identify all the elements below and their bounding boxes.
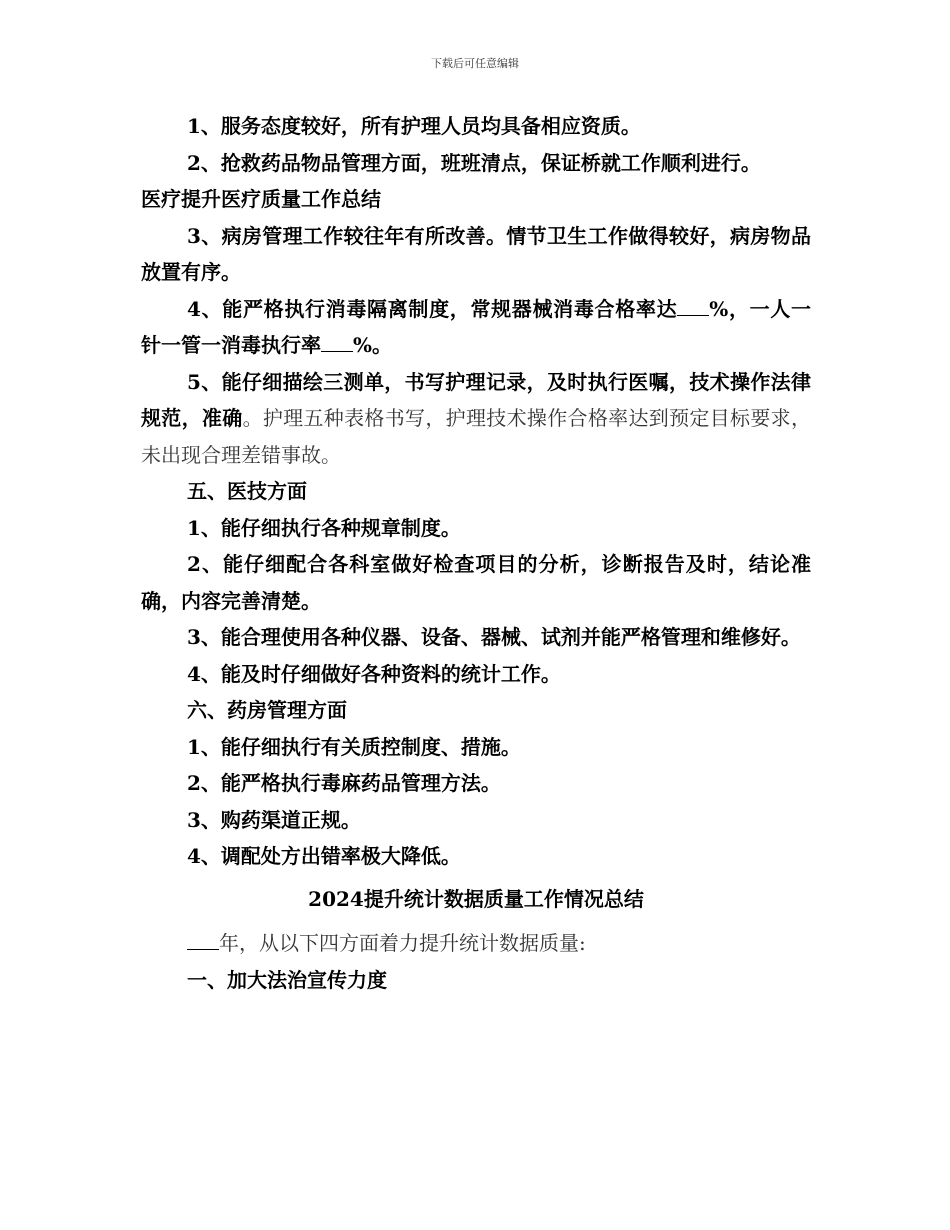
blank-line xyxy=(321,333,353,352)
blank-line xyxy=(677,297,709,316)
section-2-intro-text: 年，从以下四方面着力提升统计数据质量: xyxy=(219,931,586,955)
section-5-item-3: 3、能合理使用各种仪器、设备、器械、试剂并能严格管理和维修好。 xyxy=(187,625,801,649)
section-2-title: 2024提升统计数据质量工作情况总结 xyxy=(308,886,644,911)
paragraph-5 xyxy=(141,364,811,474)
paragraph-4-part-1: 4、能严格执行消毒隔离制度，常规器械消毒合格率达 xyxy=(187,296,678,321)
blank-line xyxy=(187,931,219,950)
section-2-intro xyxy=(141,925,811,962)
section-6-item-4: 4、调配处方出错率极大降低。 xyxy=(187,844,461,868)
paragraph-3: 3、病房管理工作较往年有所改善。情节卫生工作做得较好，病房物品放置有序。 xyxy=(141,223,811,284)
paragraph-4 xyxy=(141,291,811,364)
page-header: 下载后可任意编辑 xyxy=(431,57,519,70)
section-6-item-3: 3、购药渠道正规。 xyxy=(187,807,361,832)
paragraph-4-part-3: %。 xyxy=(353,333,393,357)
paragraph-2: 2、抢救药品物品管理方面，班班清点，保证桥就工作顺利进行。 xyxy=(187,150,761,175)
paragraph-5-bold: 5、能仔细描绘三测单，书写护理记录，及时执行医嘱，技术操作法律规范，准确 xyxy=(141,369,811,430)
paragraph-4-part-2: %，一人一针一管一消毒执行率 xyxy=(141,296,811,357)
section-5-item-2: 2、能仔细配合各科室做好检查项目的分析，诊断报告及时，结论准确，内容完善清楚。 xyxy=(141,552,811,613)
document-body xyxy=(141,108,811,998)
section-6-item-1: 1、能仔细执行有关质控制度、措施。 xyxy=(187,734,521,759)
paragraph-1: 1、服务态度较好，所有护理人员均具备相应资质。 xyxy=(187,114,641,138)
paragraph-2-continued: 医疗提升医疗质量工作总结 xyxy=(141,187,381,211)
section-5-item-1: 1、能仔细执行各种规章制度。 xyxy=(187,515,461,540)
section-5-heading: 五、医技方面 xyxy=(187,479,307,503)
section-5-item-4: 4、能及时仔细做好各种资料的统计工作。 xyxy=(187,661,561,686)
paragraph-5-light: 。护理五种表格书写，护理技术操作合格率达到预定目标要求，未出现合理差错事故。 xyxy=(141,406,811,467)
section-6-heading: 六、药房管理方面 xyxy=(187,698,347,722)
section-6-item-2: 2、能严格执行毒麻药品管理方法。 xyxy=(187,771,501,795)
section-2-heading-1: 一、加大法治宣传力度 xyxy=(187,967,387,992)
